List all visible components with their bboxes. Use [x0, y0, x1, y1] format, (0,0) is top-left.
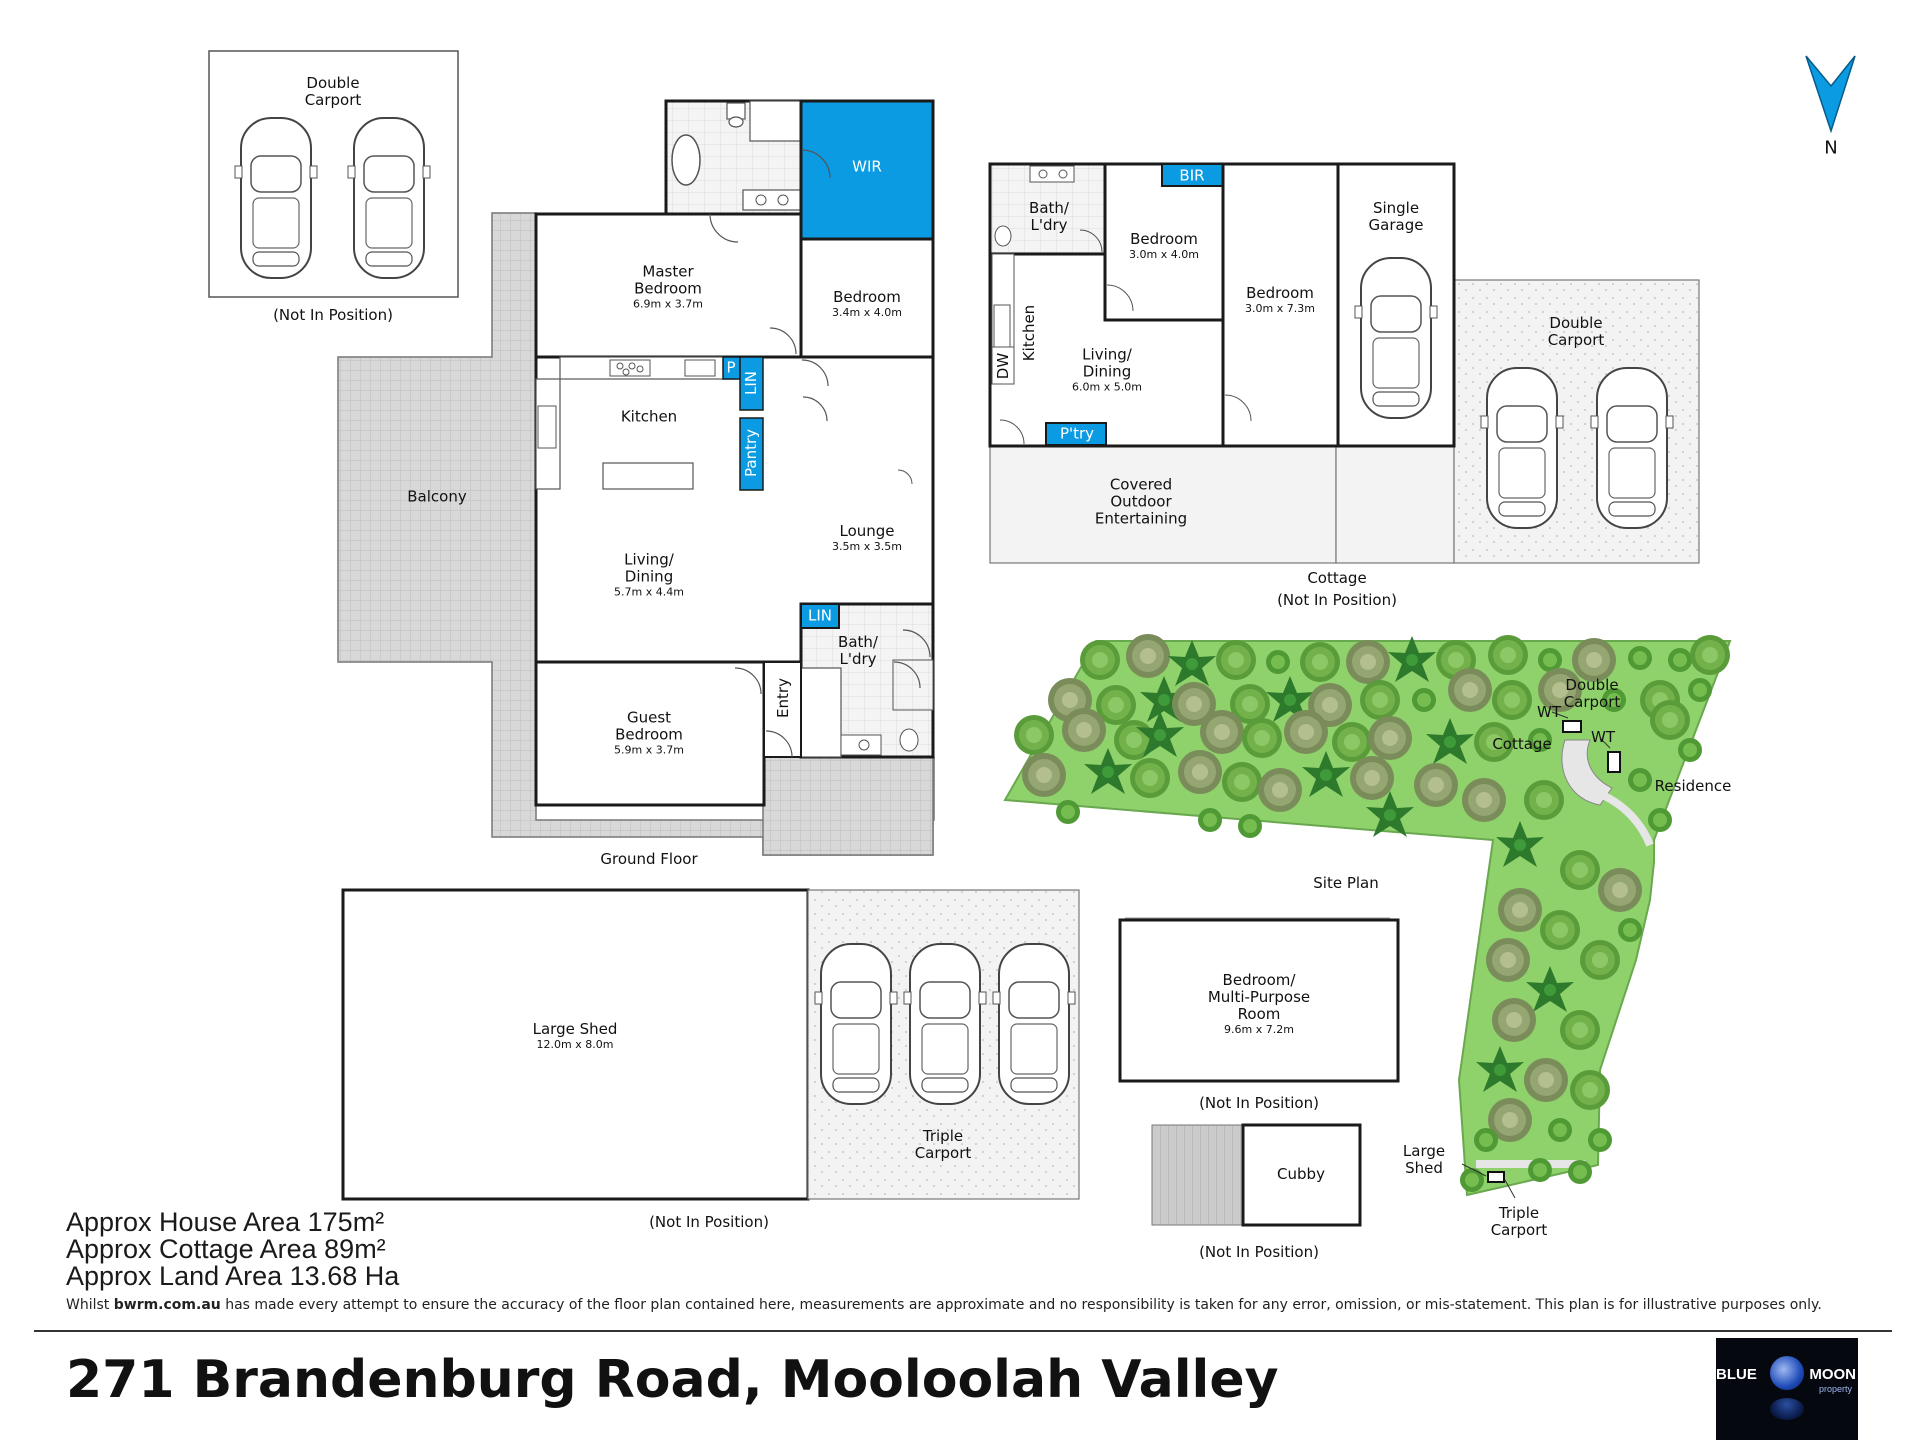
- house-area: Approx House Area 175m²: [66, 1207, 385, 1237]
- cottage-bedroom2-name: Bedroom: [1246, 284, 1314, 302]
- cottage-ptry-label: P'try: [1059, 424, 1095, 443]
- ground-floor-caption: Ground Floor: [600, 850, 698, 868]
- disclaimer-site: bwrm.com.au: [113, 1297, 221, 1313]
- wir-label: WIR: [852, 157, 882, 176]
- site-plan: [1005, 634, 1730, 1198]
- cottage-bir-label: BIR: [1179, 166, 1205, 185]
- bath-laundry-label: Bath/ L'dry: [838, 633, 878, 668]
- kitchen-label: Kitchen: [620, 407, 678, 426]
- bedroom-dim: 3.4m x 4.0m: [832, 306, 902, 319]
- double-carport-1-label: Double Carport: [304, 74, 362, 109]
- site-cottage-label: Cottage: [1492, 735, 1552, 753]
- bir-label: BIR: [873, 372, 899, 391]
- site-double-carport-label: Double Carport: [1563, 676, 1621, 711]
- balcony-label: Balcony: [407, 487, 467, 506]
- double-carport-1-note: (Not In Position): [273, 306, 393, 324]
- living-dining-name: Living/ Dining: [624, 550, 674, 586]
- cottage-dw-label: DW: [994, 352, 1012, 380]
- guest-bedroom-dim: 5.9m x 3.7m: [614, 743, 684, 757]
- cottage-bedroom1-name: Bedroom: [1130, 230, 1198, 248]
- living-dining-dim: 5.7m x 4.4m: [614, 585, 684, 599]
- lin-top-label: LIN: [742, 370, 760, 396]
- cottage-double-carport-label: Double Carport: [1547, 314, 1605, 349]
- cottage-note: (Not In Position): [1277, 591, 1397, 609]
- moon-reflection: [1770, 1398, 1804, 1420]
- page-title: 271 Brandenburg Road, Mooloolah Valley: [66, 1350, 1279, 1410]
- bedroom-label: [832, 289, 902, 319]
- moon-icon: [1770, 1356, 1804, 1390]
- disclaimer-suffix: has made every attempt to ensure the accuracy of the floor plan contained here, measurements are approximate and no responsibility is taken for any error, omission, or mis-statement. This plan is for illustrative purposes only.: [220, 1297, 1822, 1313]
- shed-carport-note: (Not In Position): [649, 1213, 769, 1231]
- cubby: [1152, 1125, 1360, 1225]
- lin-bath-label: LIN: [807, 606, 833, 625]
- lounge-name: Lounge: [839, 522, 895, 540]
- cottage-area: Approx Cottage Area 89m²: [66, 1234, 386, 1264]
- cottage-living-dim: 6.0m x 5.0m: [1072, 380, 1142, 394]
- guest-bedroom-name: Guest Bedroom: [615, 708, 683, 744]
- multi-purpose-dim: 9.6m x 7.2m: [1224, 1023, 1294, 1036]
- logo-word-2: MOON: [1809, 1366, 1856, 1383]
- large-shed-label: [533, 1021, 618, 1051]
- cubby-note: (Not In Position): [1199, 1243, 1319, 1261]
- multi-purpose-note: (Not In Position): [1199, 1094, 1319, 1112]
- multi-purpose-name: Bedroom/ Multi-Purpose Room: [1207, 971, 1311, 1023]
- cottage-kitchen-label: Kitchen: [1020, 304, 1038, 362]
- land-area: Approx Land Area 13.68 Ha: [66, 1261, 400, 1291]
- lounge-dim: 3.5m x 3.5m: [832, 540, 902, 553]
- logo-word-3: property: [1818, 1384, 1852, 1394]
- multi-purpose-label: [1208, 972, 1310, 1036]
- covered-outdoor-label: Covered Outdoor Entertaining: [1094, 475, 1188, 528]
- north-label: N: [1824, 137, 1838, 159]
- large-shed-dim: 12.0m x 8.0m: [536, 1038, 614, 1051]
- blue-moon-logo: [1716, 1338, 1858, 1440]
- cottage-bedroom2-dim: 3.0m x 7.3m: [1245, 302, 1315, 315]
- master-bedroom-name: Master Bedroom: [634, 262, 702, 298]
- lounge-label: [832, 523, 902, 553]
- ground-floor-house: [536, 101, 933, 805]
- cottage-living-name: Living/ Dining: [1082, 345, 1132, 381]
- large-shed-name: Large Shed: [532, 1020, 618, 1038]
- pantry-label: Pantry: [742, 429, 760, 477]
- logo-word-1: BLUE: [1716, 1366, 1757, 1383]
- p-label: P: [726, 358, 736, 377]
- site-triple-carport-label: Triple Carport: [1490, 1204, 1548, 1239]
- cottage-caption: Cottage: [1307, 569, 1367, 587]
- guest-bedroom-label: [614, 710, 684, 757]
- master-bedroom-dim: 6.9m x 3.7m: [633, 297, 703, 311]
- entry-label: Entry: [774, 678, 792, 718]
- site-wt1-label: WT: [1537, 703, 1561, 721]
- site-wt2-label: WT: [1591, 728, 1615, 746]
- triple-carport-label: Triple Carport: [914, 1127, 972, 1162]
- disclaimer: [66, 1297, 1866, 1313]
- disclaimer-prefix: Whilst: [66, 1297, 114, 1313]
- divider: [34, 1330, 1892, 1332]
- north-arrow: [1806, 56, 1855, 131]
- bedroom-name: Bedroom: [833, 288, 901, 306]
- living-dining-label: [614, 552, 684, 599]
- cottage-bedroom1-label: [1129, 231, 1199, 261]
- cubby-label: Cubby: [1277, 1165, 1325, 1183]
- cottage-bedroom1-dim: 3.0m x 4.0m: [1129, 248, 1199, 261]
- site-residence-label: Residence: [1654, 777, 1732, 795]
- cottage-bath-label: Bath/ L'dry: [1029, 199, 1069, 234]
- cottage-bedroom2-label: [1245, 285, 1315, 315]
- site-plan-caption: Site Plan: [1313, 874, 1379, 892]
- cottage-living-label: [1072, 347, 1142, 394]
- site-large-shed-label: Large Shed: [1402, 1142, 1446, 1177]
- master-bedroom-label: [633, 264, 703, 311]
- single-garage-label: Single Garage: [1368, 199, 1424, 234]
